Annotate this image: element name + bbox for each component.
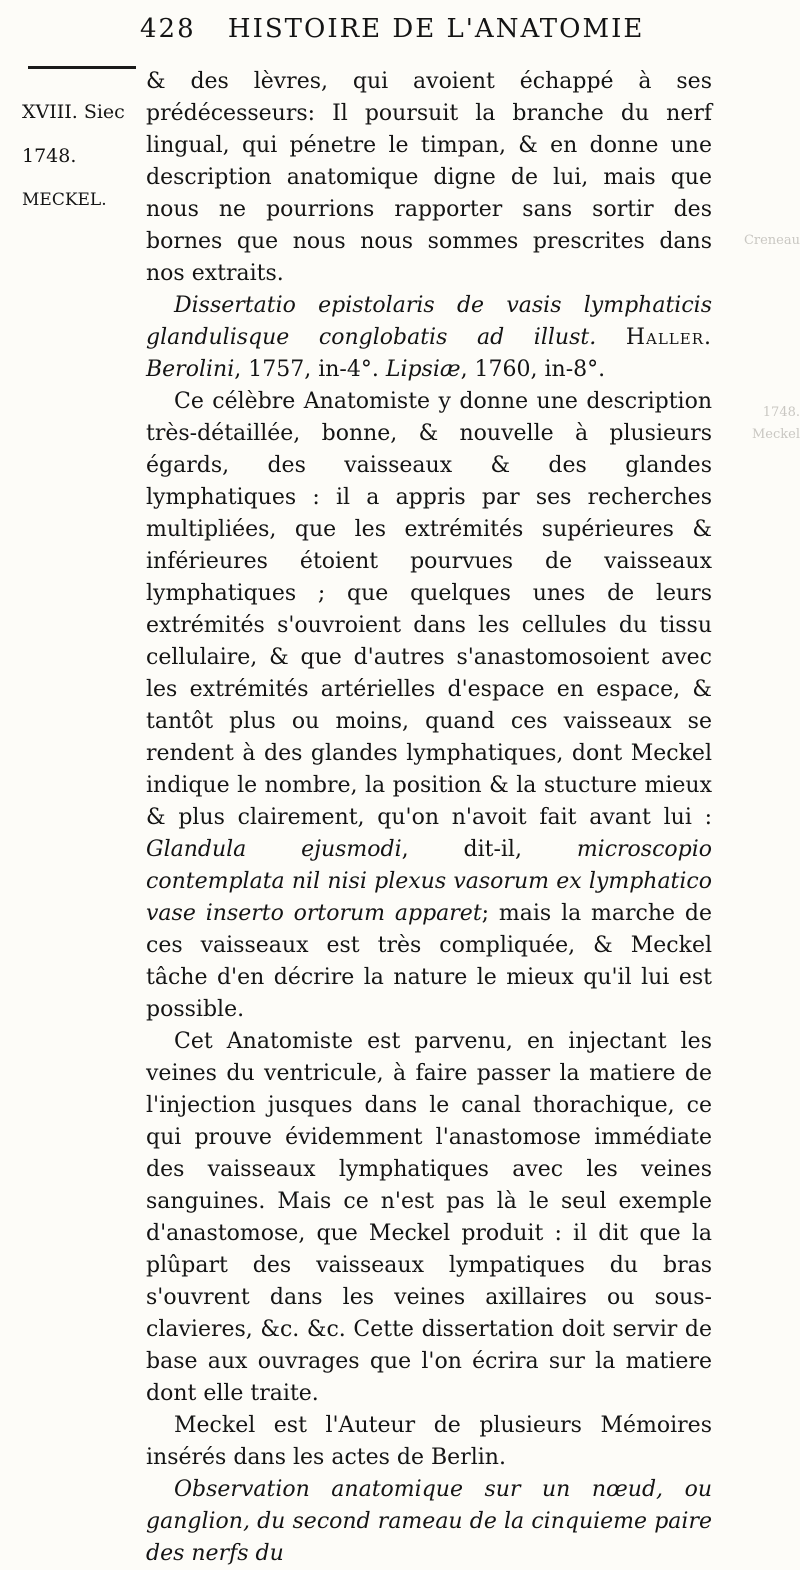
paragraph-3-c: ; mais la marche de ces vaisseaux est très compliquée, & Meckel tâche d'en décrire la nature le mieux qu'il lui est possible. (146, 901, 713, 1022)
citation-pub: , 1757, in-4°. (234, 357, 379, 382)
citation-place: Berolini (146, 357, 235, 382)
margin-notes (22, 90, 137, 222)
paragraph-3-a: Ce célèbre Anatomiste y donne une description très-détaillée, bonne, & nouvelle à plusieurs égards, des vaisseaux & des glandes lymphatiques : il a appris par ses recherches multipliées, que les extrémités supérieures & inférieures étoient pourvues de vaisseaux lymphatiques ; que quelques unes de leurs extrémités s'ouvroient dans les cellules du tissu cellulaire, & que d'autres s'anastomosoient avec les extrémités artérielles d'espace en espace, & tantôt plus ou moins, quand ces vaisseaux se rendent à des glandes lymphatiques, dont Meckel indique le nombre, la position & la stucture mieux & plus clairement, qu'on n'avoit fait avant lui : (146, 389, 712, 830)
citation-pub-2: , 1760, in-8°. (460, 357, 606, 382)
margin-rule (28, 66, 136, 69)
citation-title: Dissertatio epistolaris de vasis lymphaticis glandulisque conglobatis ad illust. (146, 293, 712, 350)
paragraph-6-text: Observation anatomique sur un nœud, ou ganglion, du second rameau de la cinquieme paire des nerfs du (146, 1477, 712, 1566)
running-title: HISTOIRE DE L'ANATOMIE (227, 14, 645, 44)
running-header (140, 14, 740, 44)
paragraph-3 (146, 386, 712, 1026)
bleed-line-1: Creneau (743, 233, 800, 248)
paragraph-6 (146, 1474, 712, 1570)
citation-lipsiae: Lipsiæ (385, 357, 461, 382)
margin-century: XVIII. Siec (22, 101, 125, 123)
paragraph-4: Cet Anatomiste est parvenu, en injectant les veines du ventricule, à faire passer la matiere de l'injection jusques dans le canal thorachique, ce qui prouve évidemment l'anastomose immédiate des vaisseaux lymphatiques avec les veines sanguines. Mais ce n'est pas là le seul exemple d'anastomose, que Meckel produit : il dit que la plûpart des vaisseaux lympatiques du bras s'ouvrent dans les veines axillaires ou sous-clavieres, &c. &c. Cette dissertation doit servir de base aux ouvrages que l'on écrira sur la matiere dont elle traite. (146, 1029, 712, 1406)
margin-year: 1748. (22, 145, 77, 167)
paragraph-5: Meckel est l'Auteur de plusieurs Mémoires insérés dans les actes de Berlin. (146, 1413, 712, 1470)
paragraph-2-citation (146, 290, 712, 386)
main-text (146, 66, 712, 1570)
margin-author: MECKEL. (22, 190, 107, 210)
bleed-line-3: Meckel (751, 427, 800, 442)
paragraph-3-quote: Glandula ejusmodi (146, 837, 402, 862)
paragraph-3-b: , dit-il, (401, 837, 522, 862)
bleed-line-2: 1748. (762, 405, 800, 420)
bleed-through-text (720, 230, 800, 446)
page-number: 428 (140, 14, 196, 44)
paragraph-3-quote-2: microscopio contemplata nil nisi plexus vasorum ex lymphatico vase inserto ortorum apparet (146, 837, 713, 926)
paragraph-1: & des lèvres, qui avoient échappé à ses prédécesseurs: Il poursuit la branche du nerf lingual, qui pénetre le timpan, & en donne une description anatomique digne de lui, mais que nous ne pourrions rapporter sans sortir des bornes que nous nous sommes prescrites dans nos extraits. (146, 69, 712, 286)
citation-haller: Haller. (625, 325, 712, 350)
